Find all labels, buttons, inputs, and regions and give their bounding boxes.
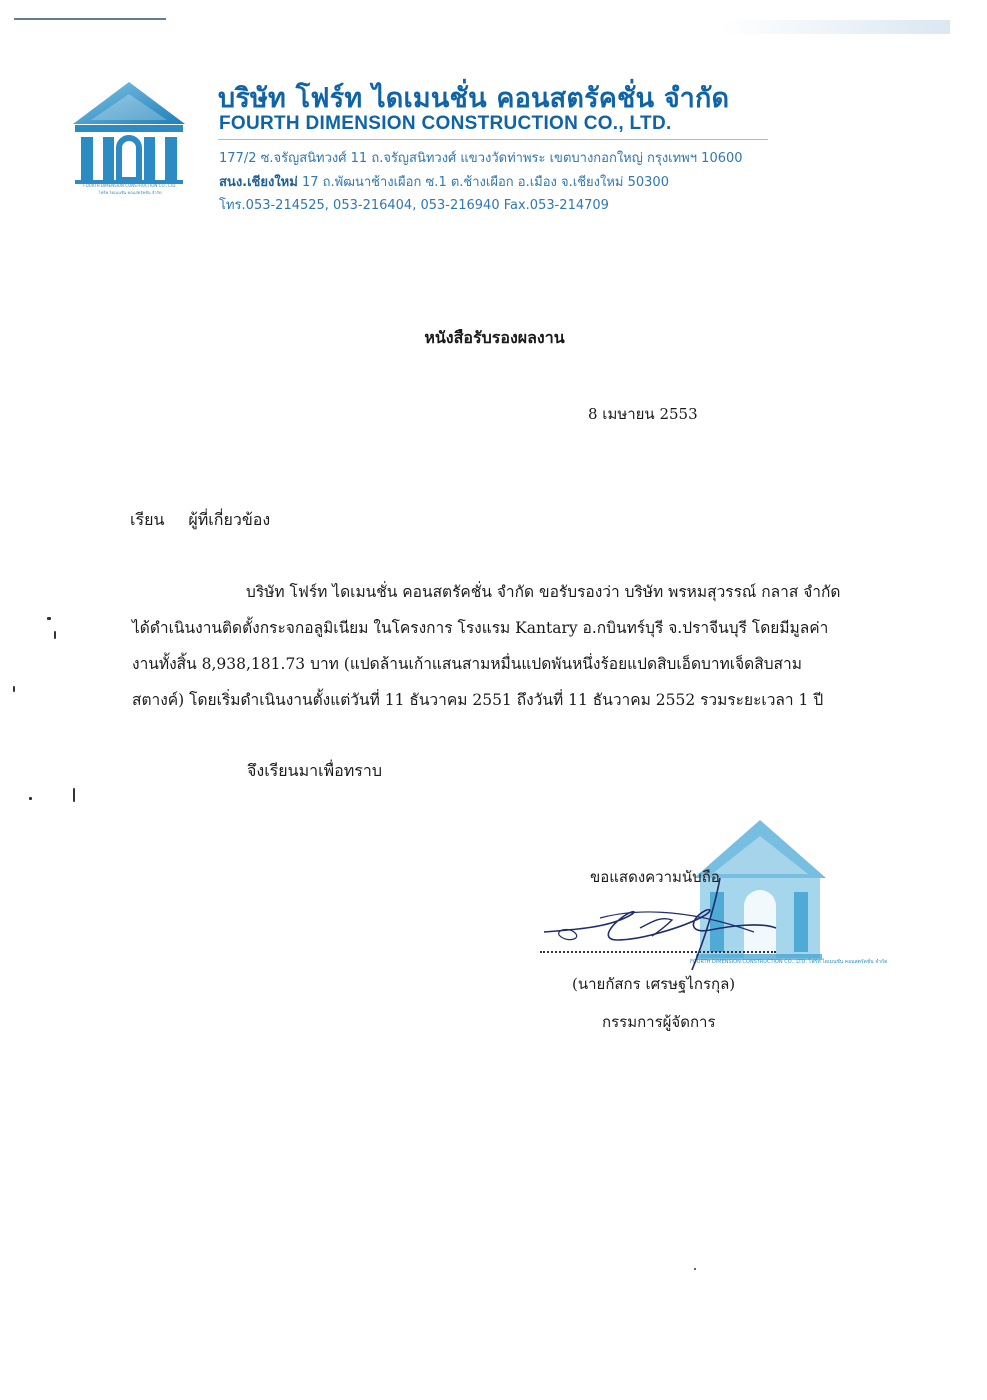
scan-speck [29, 797, 32, 800]
signer-position: กรรมการผู้จัดการ [602, 1013, 716, 1031]
salutation-recipient: ผู้ที่เกี่ยวข้อง [188, 510, 271, 529]
company-name-thai: บริษัท โฟร์ท ไดเมนชั่น คอนสตรัคชั่น จำกัด [218, 83, 730, 114]
scan-speck [47, 617, 51, 620]
address-branch [219, 171, 669, 192]
signer-name: (นายกัสกร เศรษฐไกรกุล) [572, 975, 736, 993]
signature-line [540, 951, 776, 953]
stamp-caption: FOURTH DIMENSION CONSTRUCTION CO., LTD. โฟร์ท ไดเมนชั่น คอนสตรัคชั่น จำกัด [690, 959, 888, 965]
body-line: ได้ดำเนินงานติดตั้งกระจกอลูมิเนียม ในโครงการ โรงแรม Kantary อ.กบินทร์บุรี จ.ปราจีนบุรี โดยมีมูลค่า [132, 619, 829, 637]
contact-numbers: โทร.053-214525, 053-216404, 053-216940 Fax.053-214709 [219, 198, 609, 213]
scan-speck [54, 631, 56, 639]
logo-caption-th: โฟร์ท ไดเมนชั่น คอนสตรัคชั่น จำกัด [98, 190, 162, 195]
scan-artifact-smudge [720, 20, 950, 34]
scan-speck [73, 788, 75, 802]
document-title-text: หนังสือรับรองผลงาน [424, 328, 565, 347]
body-line: สตางค์) โดยเริ่มดำเนินงานตั้งแต่วันที่ 11 ธันวาคม 2551 ถึงวันที่ 11 ธันวาคม 2552 รวมระยะเวลา 1 ปี [132, 691, 824, 709]
closing-phrase: จึงเรียนมาเพื่อทราบ [247, 761, 382, 780]
document-title [0, 326, 987, 351]
branch-label: สนง.เชียงใหม่ [219, 175, 298, 190]
body-line: บริษัท โฟร์ท ไดเมนชั่น คอนสตรัคชั่น จำกัด ขอรับรองว่า บริษัท พรหมสุวรรณ์ กลาส จำกัด [246, 583, 841, 601]
scan-speck [13, 686, 15, 692]
regards: ขอแสดงความนับถือ [590, 868, 720, 886]
company-name-english: FOURTH DIMENSION CONSTRUCTION CO., LTD. [219, 113, 672, 134]
address-head-office: 177/2 ซ.จรัญสนิทวงศ์ 11 ถ.จรัญสนิทวงศ์ แขวงวัดท่าพระ เขตบางกอกใหญ่ กรุงเทพฯ 10600 [219, 151, 743, 166]
logo-caption-en: FOURTH DIMENSION CONSTRUCTION CO., LTD. [83, 183, 177, 188]
branch-address: 17 ถ.พัฒนาช้างเผือก ซ.1 ต.ช้างเผือก อ.เมือง จ.เชียงใหม่ 50300 [301, 175, 669, 190]
letterhead-divider [218, 139, 768, 140]
salutation-label: เรียน [130, 510, 165, 529]
logo-caption [76, 182, 184, 196]
document-date: 8 เมษายน 2553 [588, 405, 698, 423]
body-line: งานทั้งสิ้น 8,938,181.73 บาท (แปดล้านเก้าแสนสามหมื่นแปดพันหนึ่งร้อยแปดสิบเอ็ดบาทเจ็ดสิบสาม [132, 655, 802, 673]
scan-artifact-line [14, 18, 166, 20]
signature-icon [540, 870, 780, 980]
salutation [130, 508, 270, 533]
scan-speck [694, 1268, 696, 1270]
body-paragraph [132, 574, 862, 718]
